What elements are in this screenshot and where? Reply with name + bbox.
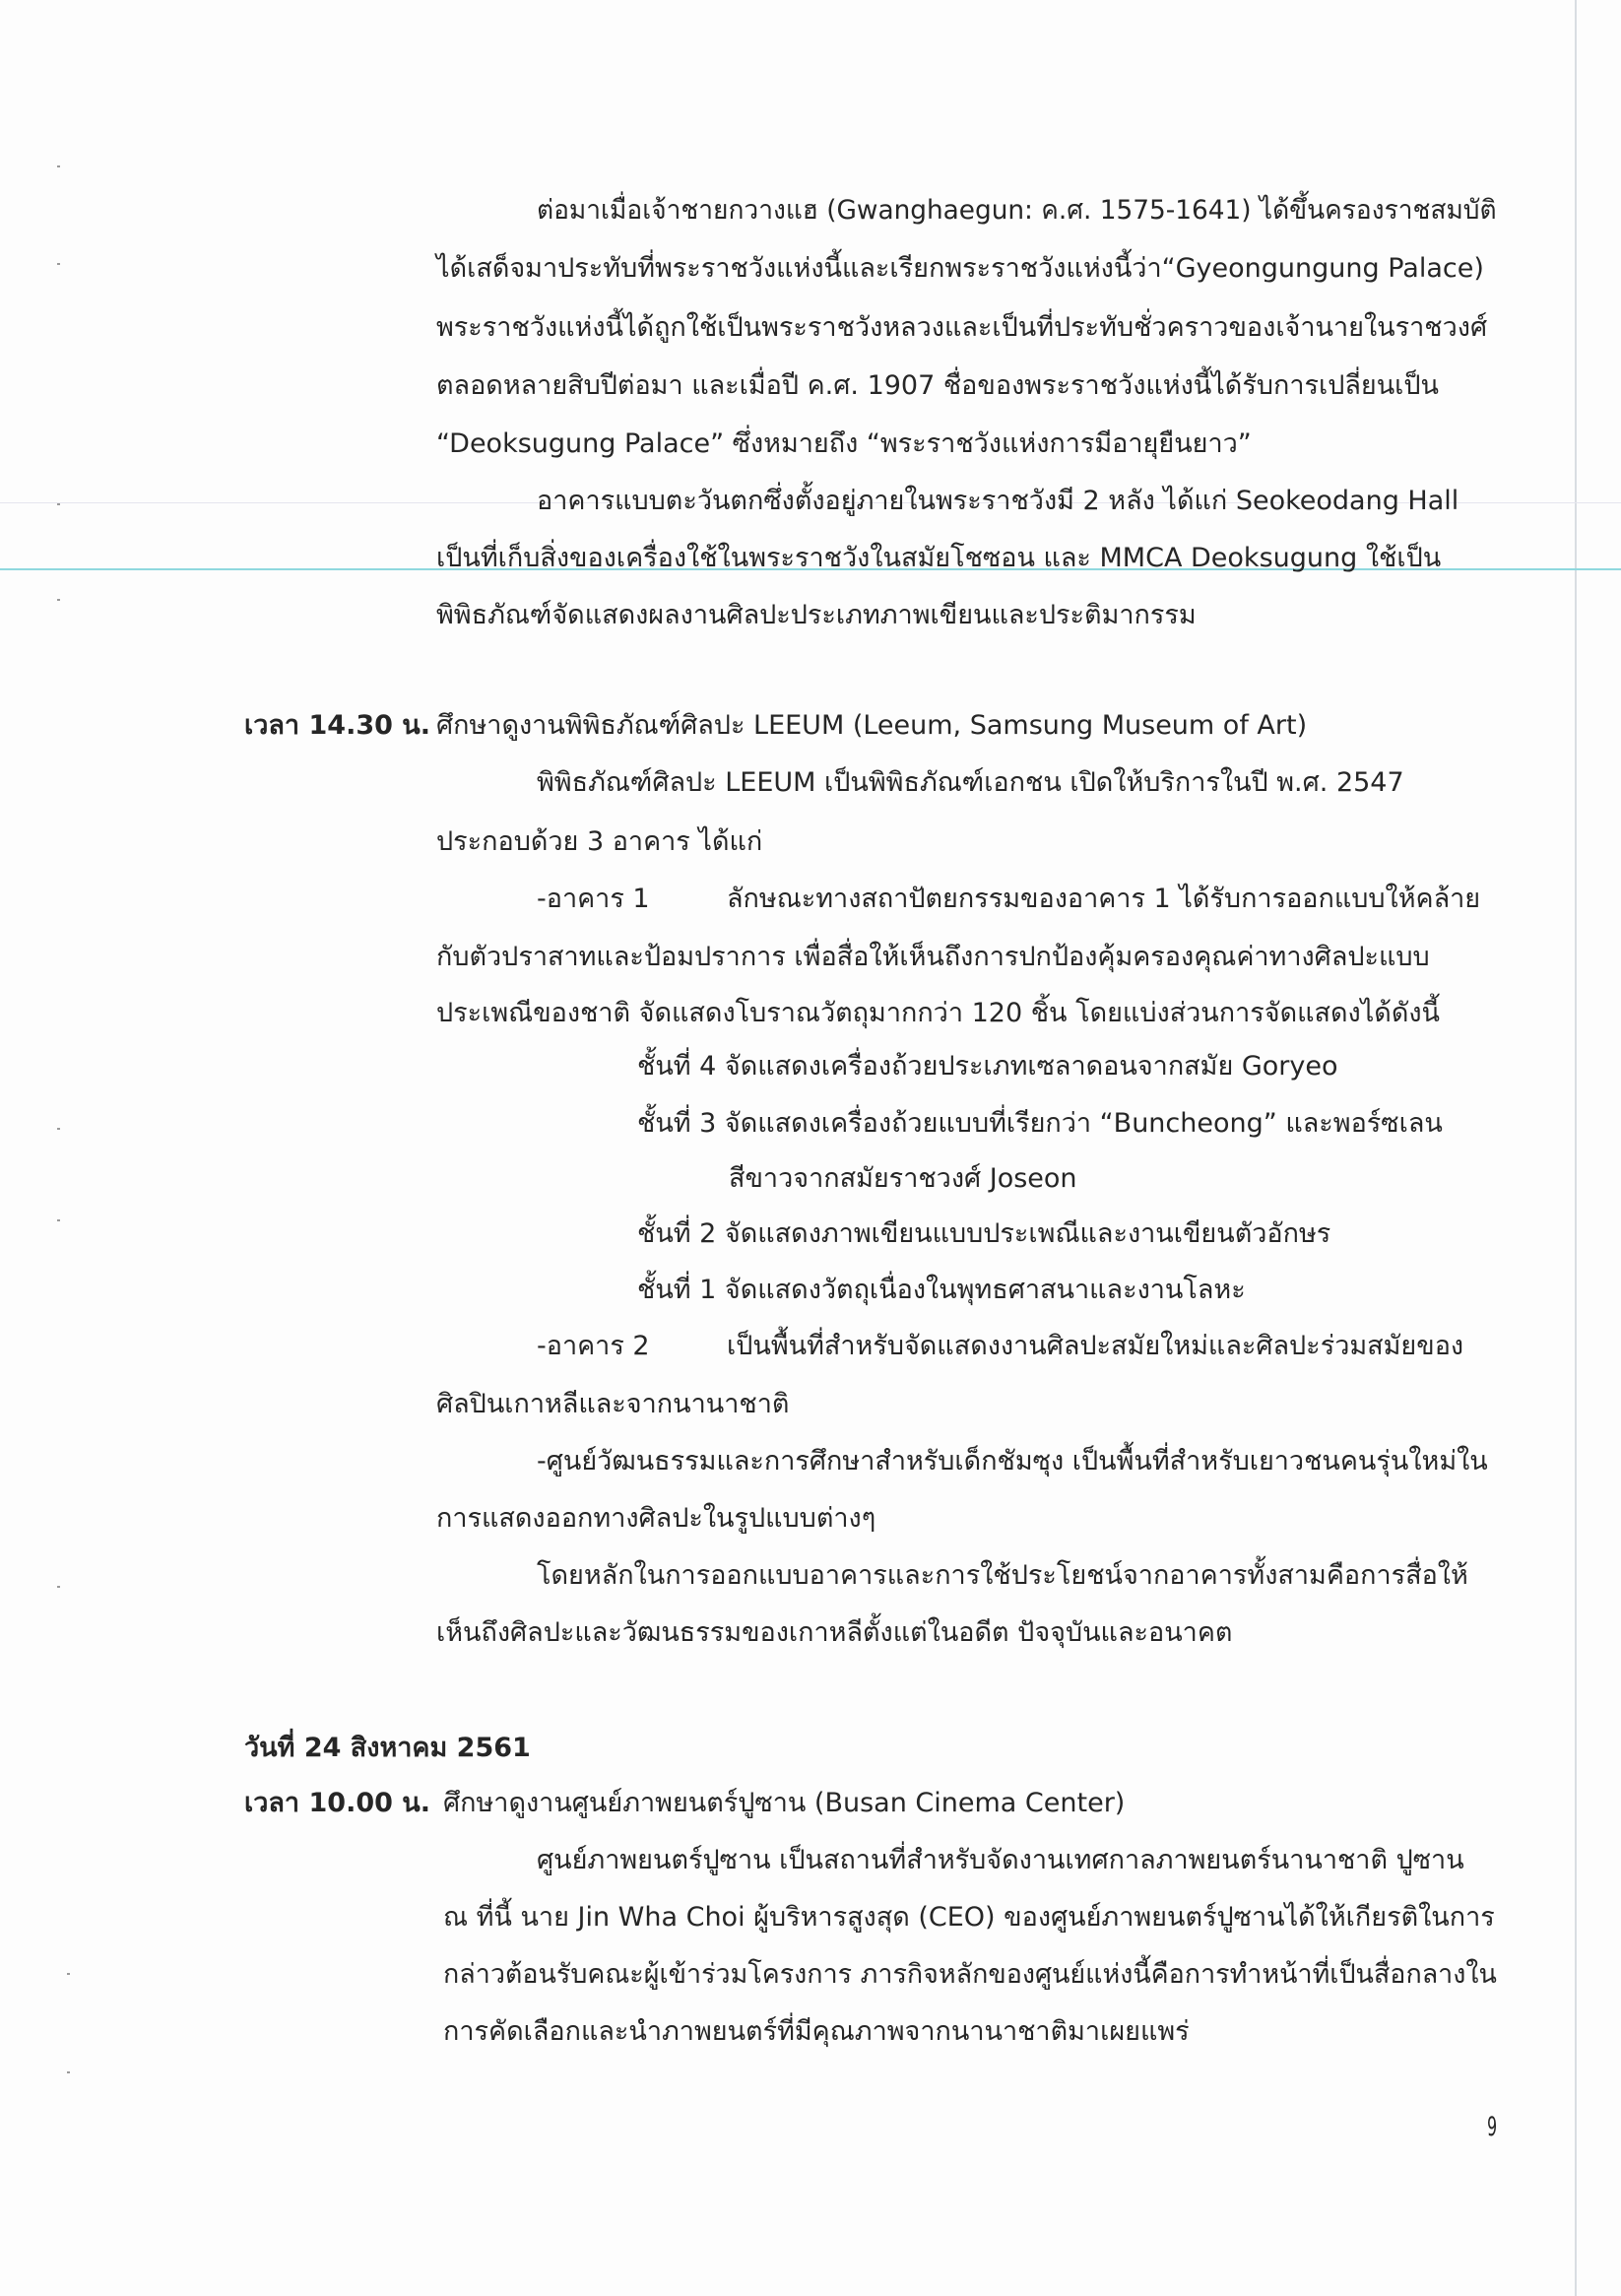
scan-speck (67, 2071, 70, 2073)
body-text-line: พระราชวังแห่งนี้ได้ถูกใช้เป็นพระราชวังหลวงและเป็นที่ประทับชั่วคราวของเจ้านายในราชวงศ์ (436, 312, 1488, 343)
scan-speck (57, 1128, 60, 1130)
body-text-line: โดยหลักในการออกแบบอาคารและการใช้ประโยชน์จากอาคารทั้งสามคือการสื่อให้ (537, 1560, 1468, 1591)
scan-speck (57, 503, 60, 505)
scan-speck (57, 263, 60, 265)
floor-item: ชั้นที่ 4 จัดแสดงเครื่องถ้วยประเภทเซลาดอนจากสมัย Goryeo (637, 1051, 1338, 1082)
body-text-line: พิพิธภัณฑ์ศิลปะ LEEUM เป็นพิพิธภัณฑ์เอกชน เปิดให้บริการในปี พ.ศ. 2547 (537, 767, 1404, 798)
body-text-line: ศิลปินเกาหลีและจากนานาชาติ (436, 1389, 790, 1419)
schedule-time: เวลา 14.30 น. (244, 710, 431, 741)
body-text-line: ได้เสด็จมาประทับที่พระราชวังแห่งนี้และเรียกพระราชวังแห่งนี้ว่า“Gyeongungung Palace) (436, 253, 1484, 284)
floor-item: ชั้นที่ 2 จัดแสดงภาพเขียนแบบประเพณีและงานเขียนตัวอักษร (637, 1218, 1331, 1249)
building-label: -อาคาร 1 (537, 884, 650, 914)
scan-speck (67, 1973, 70, 1975)
body-text-line: เป็นพื้นที่สำหรับจัดแสดงงานศิลปะสมัยใหม่และศิลปะร่วมสมัยของ (727, 1331, 1464, 1361)
body-text-line: เป็นที่เก็บสิ่งของเครื่องใช้ในพระราชวังในสมัยโชซอน และ MMCA Deoksugung ใช้เป็น (436, 543, 1442, 573)
body-text-line: ประกอบด้วย 3 อาคาร ได้แก่ (436, 826, 763, 857)
date-heading: วันที่ 24 สิงหาคม 2561 (244, 1733, 531, 1763)
building-label: -อาคาร 2 (537, 1331, 650, 1361)
body-text-line: ลักษณะทางสถาปัตยกรรมของอาคาร 1 ได้รับการออกแบบให้คล้าย (727, 884, 1481, 914)
section-heading: ศึกษาดูงานพิพิธภัณฑ์ศิลปะ LEEUM (Leeum, Samsung Museum of Art) (436, 710, 1308, 741)
body-text-line: อาคารแบบตะวันตกซึ่งตั้งอยู่ภายในพระราชวังมี 2 หลัง ได้แก่ Seokeodang Hall (537, 486, 1459, 516)
body-text-line: ต่อมาเมื่อเจ้าชายกวางแฮ (Gwanghaegun: ค.ศ. 1575-1641) ได้ขึ้นครองราชสมบัติ (537, 195, 1497, 226)
body-text-line: -ศูนย์วัฒนธรรมและการศึกษาสำหรับเด็กชัมซุง เป็นพื้นที่สำหรับเยาวชนคนรุ่นใหม่ใน (537, 1446, 1488, 1476)
body-text-line: เห็นถึงศิลปะและวัฒนธรรมของเกาหลีตั้งแต่ในอดีต ปัจจุบันและอนาคต (436, 1617, 1233, 1648)
body-text-line: ณ ที่นี้ นาย Jin Wha Choi ผู้บริหารสูงสุด (CEO) ของศูนย์ภาพยนตร์ปูซานได้ให้เกียรติในการ (443, 1902, 1495, 1933)
body-text-line: กล่าวต้อนรับคณะผู้เข้าร่วมโครงการ ภารกิจหลักของศูนย์แห่งนี้คือการทำหน้าที่เป็นสื่อกลางใน (443, 1959, 1497, 1990)
floor-item: สีขาวจากสมัยราชวงศ์ Joseon (729, 1163, 1077, 1194)
body-text-line: ประเพณีของชาติ จัดแสดงโบราณวัตถุมากกว่า 120 ชิ้น โดยแบ่งส่วนการจัดแสดงได้ดังนี้ (436, 998, 1440, 1028)
body-text-line: ศูนย์ภาพยนตร์ปูซาน เป็นสถานที่สำหรับจัดงานเทศกาลภาพยนตร์นานาชาติ ปูซาน (537, 1845, 1464, 1875)
page-edge-line (1575, 0, 1577, 2296)
floor-item: ชั้นที่ 1 จัดแสดงวัตถุเนื่องในพุทธศาสนาและงานโลหะ (637, 1275, 1246, 1305)
body-text-line: การคัดเลือกและนำภาพยนตร์ที่มีคุณภาพจากนานาชาติมาเผยแพร่ (443, 2016, 1190, 2047)
schedule-time: เวลา 10.00 น. (244, 1788, 431, 1818)
body-text-line: “Deoksugung Palace” ซึ่งหมายถึง “พระราชวังแห่งการมีอายุยืนยาว” (436, 428, 1252, 459)
body-text-line: การแสดงออกทางศิลปะในรูปแบบต่างๆ (436, 1503, 876, 1534)
section-heading: ศึกษาดูงานศูนย์ภาพยนตร์ปูซาน (Busan Cinema Center) (443, 1788, 1126, 1818)
floor-item: ชั้นที่ 3 จัดแสดงเครื่องถ้วยแบบที่เรียกว่า “Buncheong” และพอร์ซเลน (637, 1108, 1443, 1139)
body-text-line: พิพิธภัณฑ์จัดแสดงผลงานศิลปะประเภทภาพเขียนและประติมากรรม (436, 600, 1197, 630)
page-number: 9 (1487, 2112, 1498, 2142)
scan-speck (57, 1586, 60, 1588)
scan-speck (57, 599, 60, 601)
body-text-line: กับตัวปราสาทและป้อมปราการ เพื่อสื่อให้เห็นถึงการปกป้องคุ้มครองคุณค่าทางศิลปะแบบ (436, 942, 1430, 972)
scan-speck (57, 1219, 60, 1221)
scan-speck (57, 165, 60, 167)
body-text-line: ตลอดหลายสิบปีต่อมา และเมื่อปี ค.ศ. 1907 ชื่อของพระราชวังแห่งนี้ได้รับการเปลี่ยนเป็น (436, 370, 1440, 401)
